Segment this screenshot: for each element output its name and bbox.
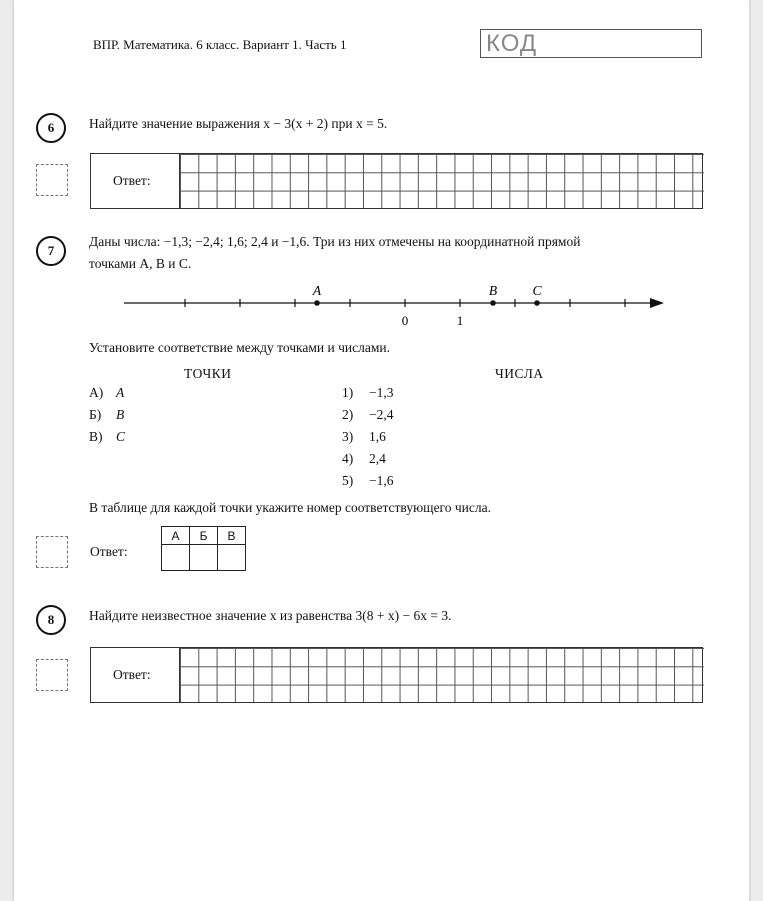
number-line-tick-label: 1 xyxy=(456,313,464,328)
points-list-item: Б) B xyxy=(89,407,125,422)
number-line-point-label: A xyxy=(312,283,322,298)
task-7-answer-table xyxy=(161,526,246,571)
numbers-list-item: 1) −1,3 xyxy=(342,385,394,400)
task-6-text: Найдите значение выражения x − 3(x + 2) при x = 5. xyxy=(89,116,388,131)
task-8-answer-label: Ответ: xyxy=(113,667,151,682)
number-line-point-a xyxy=(314,300,320,306)
table-cell-a[interactable] xyxy=(162,545,190,571)
task-7-answer-label: Ответ: xyxy=(90,544,128,559)
task-8-answer-grid[interactable] xyxy=(179,648,704,702)
table-cell-v[interactable] xyxy=(218,545,246,571)
task-6-number: 6 xyxy=(36,113,66,143)
number-line-point-label: C xyxy=(532,283,542,298)
task-6-answer-label: Ответ: xyxy=(113,173,151,188)
task-7-score-box[interactable] xyxy=(36,536,68,568)
task-8-score-box[interactable] xyxy=(36,659,68,691)
code-box[interactable]: КОД xyxy=(480,29,702,58)
numbers-list-item: 2) −2,4 xyxy=(342,407,394,422)
number-line xyxy=(114,282,674,332)
worksheet-page xyxy=(14,0,749,901)
points-header: ТОЧКИ xyxy=(184,366,232,381)
task-7-table-instruction: В таблице для каждой точки укажите номер соответствующего числа. xyxy=(89,500,491,515)
task-8-text: Найдите неизвестное значение x из равенства 3(8 + x) − 6x = 3. xyxy=(89,608,452,623)
header-title: ВПР. Математика. 6 класс. Вариант 1. Часть 1 xyxy=(93,37,347,52)
task-7-text xyxy=(89,231,709,275)
number-line-point-b xyxy=(490,300,496,306)
task-6-score-box[interactable] xyxy=(36,164,68,196)
points-list-item: В) C xyxy=(89,429,126,444)
table-header-a: А xyxy=(162,527,190,545)
numbers-list xyxy=(342,382,394,492)
task-7-text-line2: точками A, B и C. xyxy=(89,256,192,271)
task-6-answer-grid[interactable] xyxy=(179,154,704,208)
table-cell-b[interactable] xyxy=(190,545,218,571)
task-7-instruction: Установите соответствие между точками и числами. xyxy=(89,340,390,355)
numbers-list-item: 3) 1,6 xyxy=(342,429,386,444)
table-header-v: В xyxy=(218,527,246,545)
points-list-item: А) A xyxy=(89,385,125,400)
number-line-tick-label: 0 xyxy=(401,313,409,328)
task-8-number: 8 xyxy=(36,605,66,635)
numbers-list-item: 5) −1,6 xyxy=(342,473,394,488)
table-header-b: Б xyxy=(190,527,218,545)
task-7-number: 7 xyxy=(36,236,66,266)
task-8-answer-frame xyxy=(90,647,703,703)
task-7-text-line1: Даны числа: −1,3; −2,4; 1,6; 2,4 и −1,6. Три из них отмечены на координатной прямой xyxy=(89,234,581,249)
number-line-point-c xyxy=(534,300,540,306)
numbers-header: ЧИСЛА xyxy=(495,366,544,381)
task-6-answer-frame xyxy=(90,153,703,209)
number-line-point-label: B xyxy=(488,283,498,298)
number-line-arrow xyxy=(650,298,664,308)
numbers-list-item: 4) 2,4 xyxy=(342,451,386,466)
points-list xyxy=(89,382,125,448)
